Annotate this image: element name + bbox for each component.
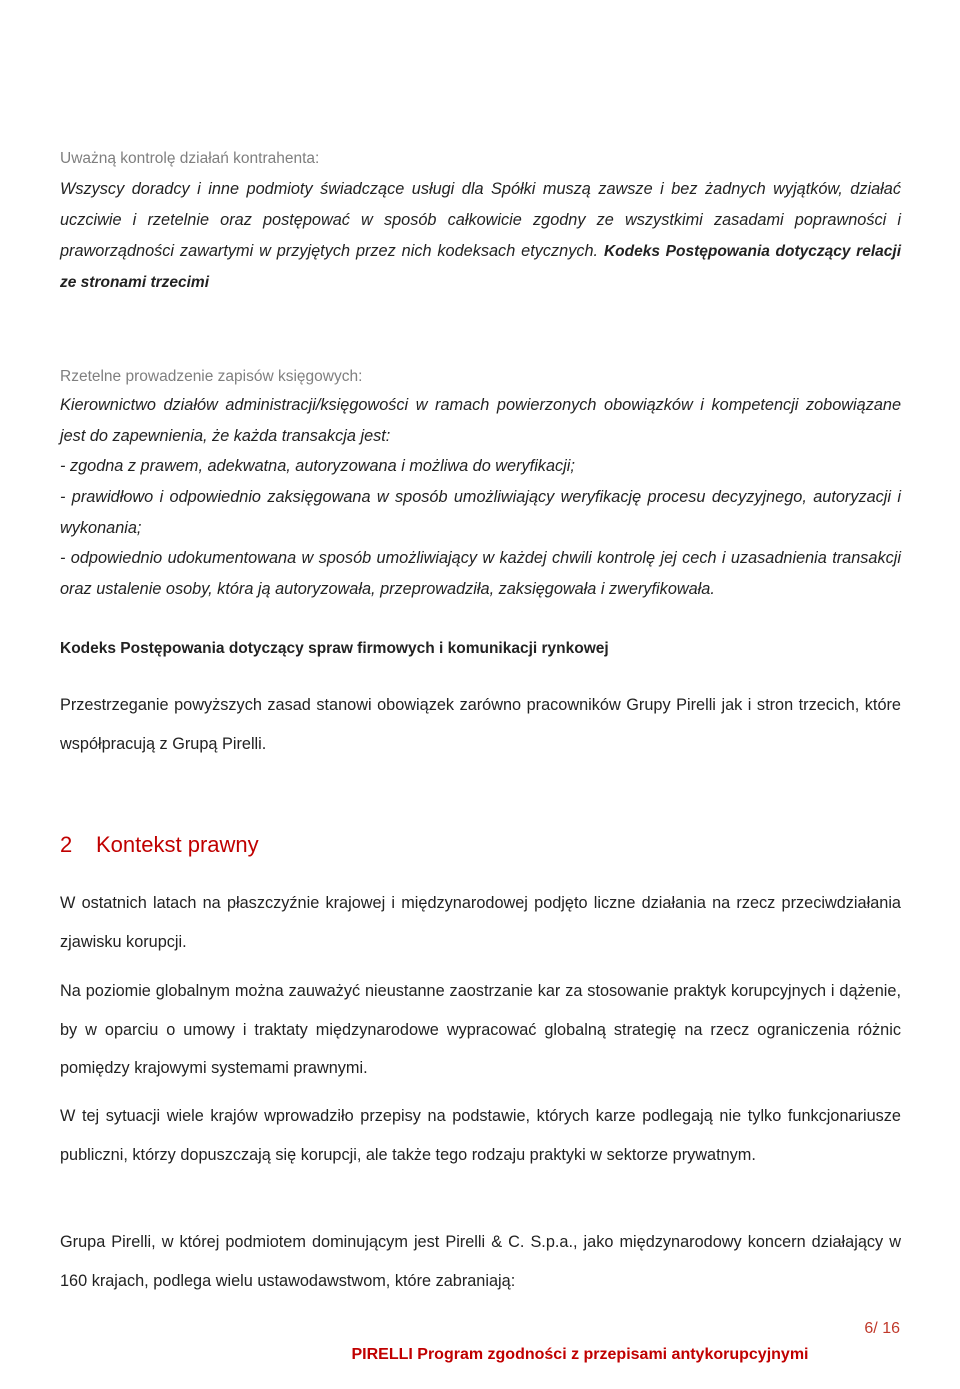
contractor-control-heading: Uważną kontrolę działań kontrahenta: (60, 150, 320, 167)
compliance-statement: Przestrzeganie powyższych zasad stanowi obowiązek zarówno pracowników Grupy Pirelli jak i stron trzecich, które współpracują z Grupą Pirelli. (60, 696, 901, 753)
section-paragraph-2: Na poziomie globalnym można zauważyć nieustanne zaostrzanie kar za stosowanie praktyk korupcyjnych i dążenie, by w oparciu o umowy i traktaty międzynarodowe wypracować globalną strategię na rzecz ograniczenia różnic pomiędzy krajowymi systemami prawnymi. (60, 982, 901, 1077)
corporate-affairs-code-reference: Kodeks Postępowania dotyczący spraw firmowych i komunikacji rynkowej (60, 640, 609, 657)
accounting-item-2: - prawidłowo i odpowiednio zaksięgowana w sposób umożliwiający weryfikację procesu decyzyjnego, autoryzacji i wykonania; (60, 488, 901, 537)
footer-text: PIRELLI Program zgodności z przepisami antykorupcyjnymi (351, 1346, 809, 1363)
third-party-code-reference: Kodeks Postępowania dotyczący relacji ze stronami trzecimi (60, 242, 901, 292)
footer (0, 1346, 960, 1364)
section-number: 2 (60, 832, 73, 857)
contractor-control-text (60, 174, 901, 299)
section-paragraph-3: W tej sytuacji wiele krajów wprowadziło przepisy na podstawie, których karze podlegają nie tylko funkcjonariusze publiczni, którzy dopuszczają się korupcji, ale także tego rodzaju praktyki w sektorze prywatnym. (60, 1107, 901, 1164)
accounting-item-1: - zgodna z prawem, adekwatna, autoryzowana i możliwa do weryfikacji; (60, 457, 575, 475)
section-title: Kontekst prawny (96, 832, 259, 857)
page-number: 6/ 16 (864, 1320, 900, 1337)
section-paragraph-4: Grupa Pirelli, w której podmiotem dominującym jest Pirelli & C. S.p.a., jako międzynarodowy koncern działający w 160 krajach, podlega wielu ustawodawstwom, które zabraniają: (60, 1233, 901, 1290)
section-heading (60, 832, 901, 858)
accounting-item-3: - odpowiednio udokumentowana w sposób umożliwiający w każdej chwili kontrolę jej cech i uzasadnienia transakcji oraz ustalenie osoby, która ją autoryzowała, przeprowadziła, zaksięgowała i zweryfikowała. (60, 549, 901, 598)
accounting-records-heading: Rzetelne prowadzenie zapisów księgowych: (60, 368, 363, 385)
accounting-records-intro: Kierownictwo działów administracji/księgowości w ramach powierzonych obowiązków i kompetencji zobowiązane jest do zapewnienia, że każda transakcja jest: (60, 396, 901, 445)
section-paragraph-1: W ostatnich latach na płaszczyźnie krajowej i międzynarodowej podjęto liczne działania na rzecz przeciwdziałania zjawisku korupcji. (60, 894, 901, 951)
contractor-control-body: Wszyscy doradcy i inne podmioty świadczące usługi dla Spółki muszą zawsze i bez żadnych wyjątków, działać uczciwie i rzetelnie oraz postępować w sposób całkowicie zgodny ze wszystkimi zasadami poprawności i praworządności zawartymi w przyjętych przez nich kodeksach etycznych. (60, 180, 901, 260)
